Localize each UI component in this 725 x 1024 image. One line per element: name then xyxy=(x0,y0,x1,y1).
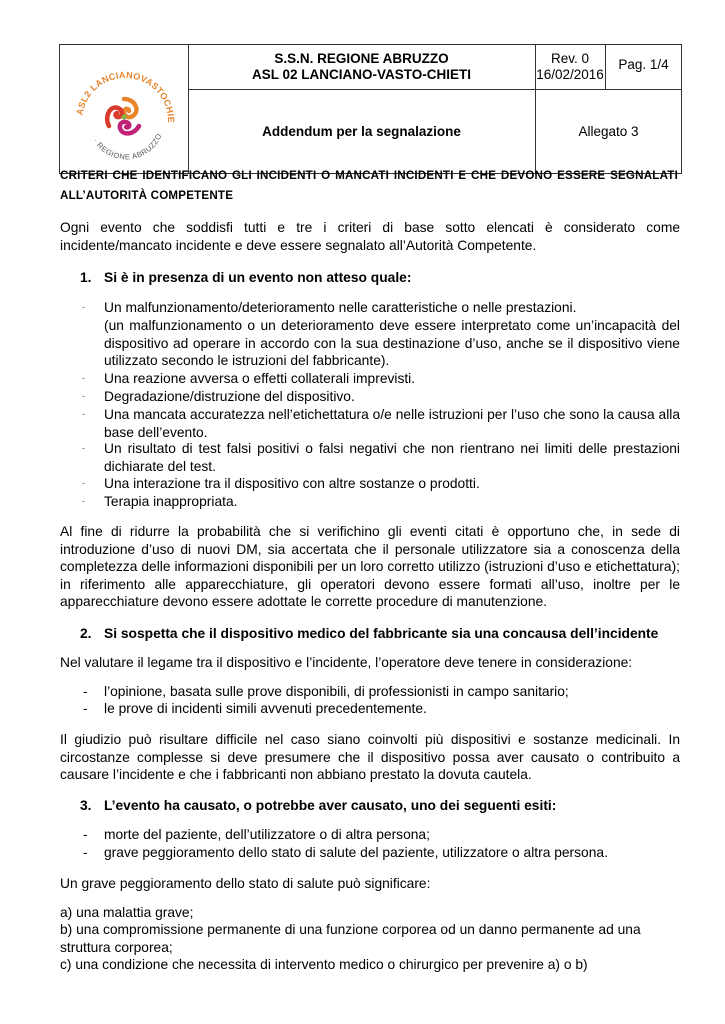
list-item-text: Una mancata accuratezza nell’etichettatura o/e nelle istruzioni per l’uso che sono la causa alla base dell’evento. xyxy=(104,407,680,440)
bullet-dash: - xyxy=(82,443,85,453)
list-item-text: Degradazione/distruzione del dispositivo. xyxy=(104,389,355,404)
list-item-text: grave peggioramento dello stato di salute del paziente, utilizzatore o altra persona. xyxy=(104,845,608,860)
list-item xyxy=(60,475,680,493)
bullet-dash: - xyxy=(82,373,85,383)
revision-cell xyxy=(535,45,605,89)
list-item xyxy=(60,370,680,388)
list-item xyxy=(60,388,680,406)
section-title-line2: ALL’AUTORITÀ COMPETENTE xyxy=(60,189,234,202)
section1-number: 1. xyxy=(80,270,92,285)
list-item xyxy=(60,440,680,475)
bullet-dash: - xyxy=(82,302,85,312)
section2-number: 2. xyxy=(80,626,92,641)
list-item-text: Un risultato di test falsi positivi o falsi negativi che non rientrano nei limiti delle prestazioni dichiarate del test. xyxy=(104,441,680,474)
list-item-text: (un malfunzionamento o un deterioramento deve essere interpretato come un’incapacità del dispositivo ad operare in accordo con la sua destinazione d’uso, anche se il dispositivo viene utilizzato secondo le istruzioni del fabbricante). xyxy=(104,318,680,369)
asl-logo-icon xyxy=(60,45,188,175)
org-name-line2: ASL 02 LANCIANO-VASTO-CHIETI xyxy=(251,67,472,82)
list-item xyxy=(60,493,680,511)
section3-heading xyxy=(80,797,556,815)
bullet-dash: - xyxy=(83,701,88,716)
intro-paragraph: Ogni evento che soddisfi tutti e tre i criteri di base sotto elencati è considerato come incidente/mancato incidente e deve essere segnalato all’Autorità Competente. xyxy=(60,220,680,253)
section2-heading xyxy=(80,625,658,643)
section3-number: 3. xyxy=(80,798,92,813)
list-item-note xyxy=(60,317,680,370)
list-item-text: morte del paziente, dell’utilizzatore o di altra persona; xyxy=(104,827,430,842)
page-number: Pag. 1/4 xyxy=(618,57,669,72)
bullet-dash: - xyxy=(83,827,88,842)
bullet-dash: - xyxy=(82,409,85,419)
section2-heading-text: Si sospetta che il dispositivo medico del fabbricante sia una concausa dell’incidente xyxy=(104,626,659,641)
document-header-table xyxy=(59,44,682,174)
list-item-text: Un malfunzionamento/deterioramento nelle caratteristiche o nelle prestazioni. xyxy=(104,300,577,315)
section3-intro: Un grave peggioramento dello stato di salute può significare: xyxy=(60,876,431,891)
lettered-item-a: a) una malattia grave; xyxy=(60,905,194,920)
bullet-dash: - xyxy=(83,684,88,699)
list-item xyxy=(60,700,680,718)
asl-logo xyxy=(60,45,188,175)
list-item-text: l’opinione, basata sulle prove disponibili, di professionisti in campo sanitario; xyxy=(104,684,569,699)
list-item xyxy=(60,299,680,317)
section1-heading-text: Si è in presenza di un evento non atteso quale: xyxy=(104,270,412,285)
section1-heading xyxy=(80,269,411,287)
list-item-text: Terapia inappropriata. xyxy=(104,494,238,509)
section2-intro: Nel valutare il legame tra il dispositivo e l’incidente, l’operatore deve tenere in considerazione: xyxy=(60,655,633,670)
attachment-cell xyxy=(535,89,682,174)
revision-label: Rev. 0 xyxy=(550,51,589,66)
section1-paragraph: Al fine di ridurre la probabilità che si verifichino gli eventi citati è opportuno che, in sede di introduzione d’uso di nuovi DM, sia accertata che il personale utilizzatore sia a conoscenza della completezza delle informazioni disponibili per un loro corretto utilizzo (istruzioni d’uso e etichettatura); in riferimento alle apparecchiature, gli operatori devono essere formati all’uso, inoltre per le apparecchiature devono essere adottate le corrette procedure di manutenzione. xyxy=(60,524,680,610)
doc-title: Addendum per la segnalazione xyxy=(262,123,461,139)
list-item-text: le prove di incidenti simili avvenuti precedentemente. xyxy=(104,701,427,716)
section3-heading-text: L’evento ha causato, o potrebbe aver causato, uno dei seguenti esiti: xyxy=(104,798,557,813)
organization-cell xyxy=(188,45,535,89)
doc-title-cell xyxy=(188,89,535,174)
bullet-dash: - xyxy=(82,496,85,506)
attachment-label: Allegato 3 xyxy=(578,123,639,139)
section-title-line1: CRITERI CHE IDENTIFICANO GLI INCIDENTI O MANCATI INCIDENTI E CHE DEVONO ESSERE SEGNALATI xyxy=(60,169,678,182)
list-item xyxy=(60,826,680,844)
list-item xyxy=(60,683,680,701)
lettered-item-c: c) una condizione che necessita di intervento medico o chirurgico per prevenire a) o b) xyxy=(60,957,588,972)
svg-text:ASL2 LANCIANOVASTOCHIETI: ASL2 LANCIANOVASTOCHIE xyxy=(74,69,177,124)
org-name-line1: S.S.N. REGIONE ABRUZZO xyxy=(274,51,449,66)
list-item xyxy=(60,844,680,862)
lettered-item-b: b) una compromissione permanente di una funzione corporea od un danno permanente ad una struttura corporea; xyxy=(60,922,641,955)
bullet-dash: - xyxy=(82,391,85,401)
list-item xyxy=(60,406,680,441)
section2-paragraph: Il giudizio può risultare difficile nel caso siano coinvolti più dispositivi e sostanze medicinali. In circostanze complesse si deve presumere che il dispositivo possa aver causato o contribuito a causare l’incidente e che i fabbricanti non abbiano prestato la dovuta cautela. xyxy=(60,732,680,783)
bullet-dash: - xyxy=(82,478,85,488)
svg-text:· REGIONE ABRUZZO: · REGIONE ABRUZZO xyxy=(91,131,164,162)
bullet-dash: - xyxy=(83,845,88,860)
page-number-cell xyxy=(605,45,682,89)
list-item-text: Una reazione avversa o effetti collaterali imprevisti. xyxy=(104,371,416,386)
list-item-text: Una interazione tra il dispositivo con altre sostanze o prodotti. xyxy=(104,476,480,491)
revision-date: 16/02/2016 xyxy=(536,67,604,82)
